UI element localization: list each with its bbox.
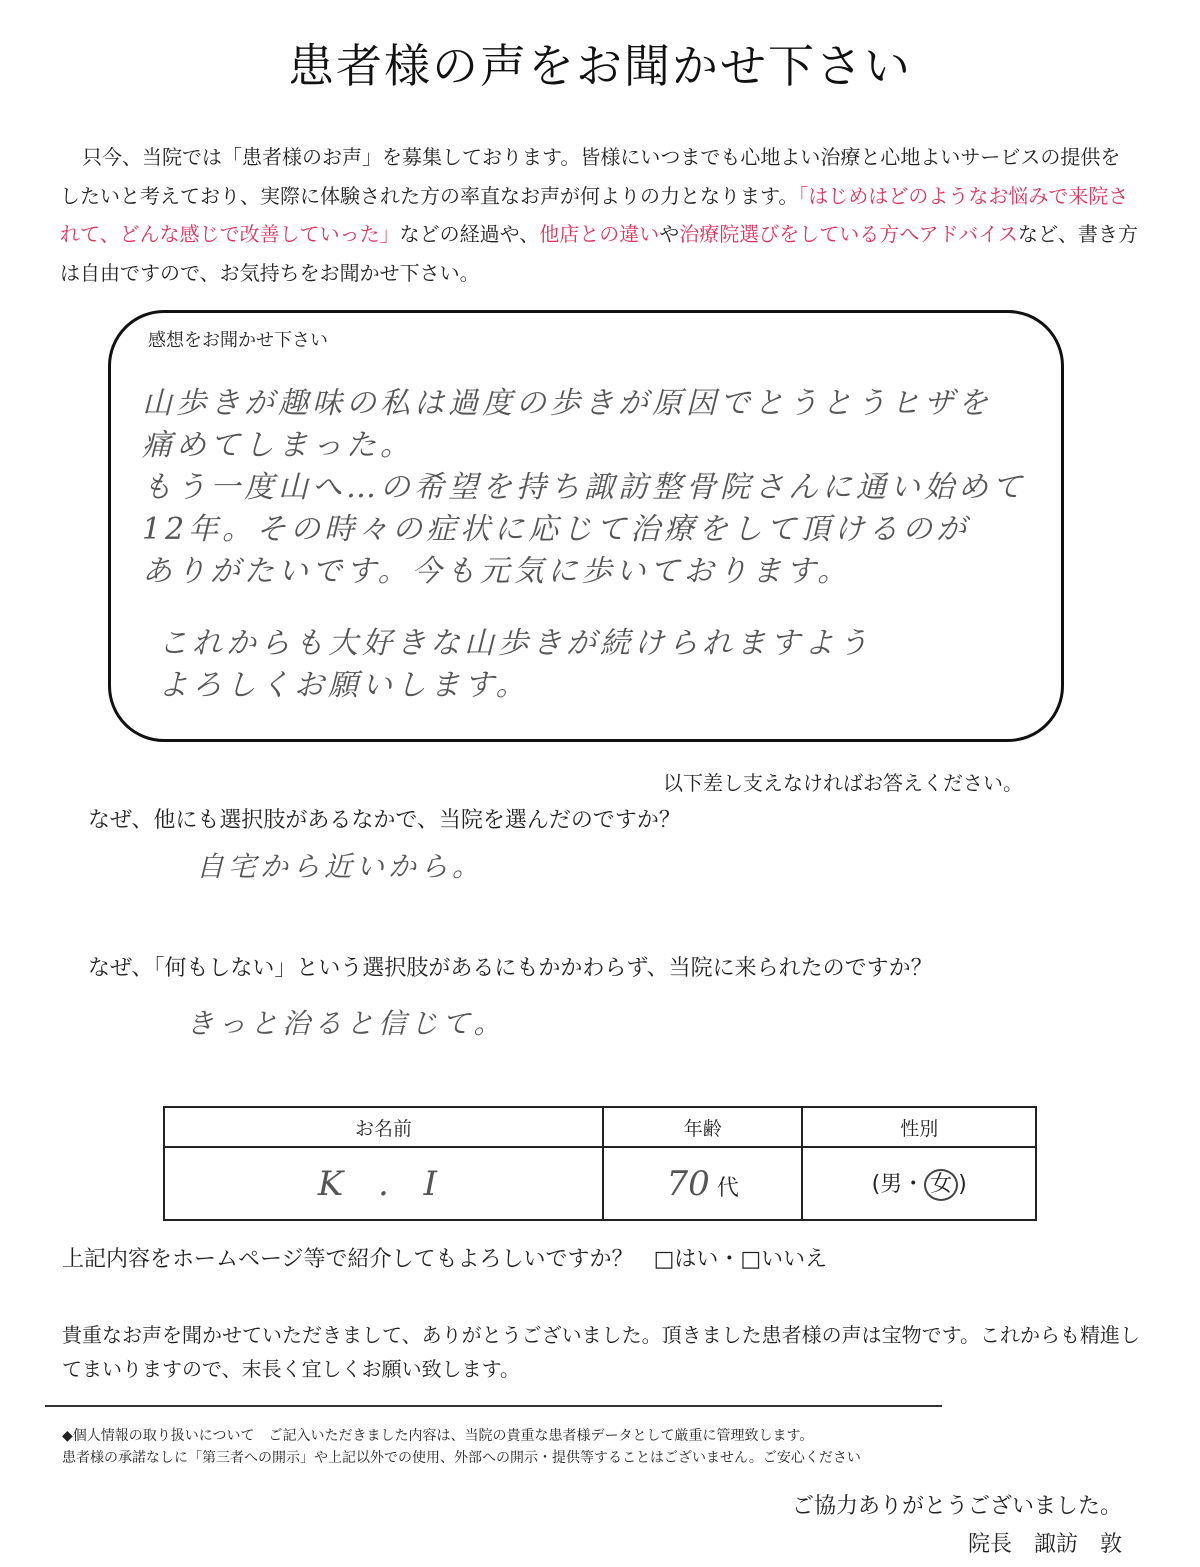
name-cell bbox=[164, 1147, 603, 1220]
comment-box-label: 感想をお聞かせ下さい bbox=[148, 330, 328, 351]
privacy-line-1: ◆個人情報の取り扱いについて ご記入いただきました内容は、当院の貴重な患者様データとして厳重に管理致します。 bbox=[62, 1428, 814, 1444]
name-header: お名前 bbox=[164, 1107, 603, 1147]
consent-separator: ・ bbox=[718, 1247, 741, 1272]
comment-line: ありがたいです。今も元気に歩いております。 bbox=[142, 554, 852, 589]
comment-line: 痛めてしまった。 bbox=[142, 428, 414, 463]
consent-yes-checkbox[interactable]: □はい bbox=[653, 1247, 719, 1272]
intro-text-1: 只今、当院では「患者様のお声」を募集しております。皆様にいつまでも心地よい治療と心地よいサービスの提供をしたいと考えており、実際に体験された方の率直なお声が何よりの力となります。 bbox=[60, 145, 1121, 208]
question-1: なぜ、他にも選択肢があるなかで、当院を選んだのですか？ bbox=[88, 808, 681, 833]
comment-line: 12年。その時々の症状に応じて治療をして頂けるのが bbox=[142, 512, 971, 547]
gender-selected: 女 bbox=[924, 1169, 958, 1201]
intro-pink-3: 治療院選びをしている方へアドバイス bbox=[679, 222, 1019, 246]
comment-line: よろしくお願いします。 bbox=[158, 668, 530, 703]
privacy-line-2: 患者様の承諾なしに「第三者への開示」や上記以外での使用、外部への開示・提供等することはございません。ご安心ください bbox=[62, 1450, 861, 1466]
gender-cell bbox=[802, 1147, 1036, 1220]
consent-question: 上記内容をホームページ等で紹介してもよろしいですか？ bbox=[62, 1247, 634, 1272]
answer-2: きっと治ると信じて。 bbox=[186, 1007, 506, 1040]
consent-no-checkbox[interactable]: □いいえ bbox=[740, 1247, 828, 1272]
age-cell bbox=[603, 1147, 803, 1220]
gender-open: (男・ bbox=[871, 1171, 925, 1197]
privacy-notice bbox=[62, 1425, 1062, 1469]
question-2: なぜ、「何もしない」という選択肢があるにもかかわらず、当院に来られたのですか？ bbox=[88, 956, 933, 981]
age-header: 年齢 bbox=[603, 1107, 803, 1147]
page-title: 患者様の声をお聞かせ下さい bbox=[288, 39, 912, 93]
intro-pink-2: 他店との違い bbox=[539, 222, 660, 246]
closing-thanks: ご協力ありがとうございました。 bbox=[791, 1494, 1122, 1519]
info-table bbox=[163, 1106, 1037, 1221]
divider bbox=[45, 1405, 942, 1407]
comment-line: もう一度山へ…の希望を持ち諏訪整骨院さんに通い始めて bbox=[142, 470, 1026, 505]
signature: 院長 諏訪 敦 bbox=[967, 1532, 1122, 1557]
intro-text-4: など、書き方は自由ですので、お気持ちをお聞かせ下さい。 bbox=[60, 222, 1139, 285]
intro-pink-1: 「はじめはどのようなお悩みで来院されて、どんな感じで改善していった」 bbox=[60, 183, 1129, 246]
answer-1: 自宅から近いから。 bbox=[196, 850, 485, 883]
consent-row bbox=[62, 1242, 827, 1273]
gender-header: 性別 bbox=[802, 1107, 1036, 1147]
closing bbox=[700, 1488, 1122, 1564]
comment-line: これからも大好きな山歩きが続けられますよう bbox=[158, 626, 872, 661]
age-suffix: 代 bbox=[716, 1175, 739, 1201]
comment-line: 山歩きが趣味の私は過度の歩きが原因でとうとうヒザを bbox=[142, 386, 992, 421]
intro-paragraph bbox=[60, 138, 1140, 292]
age-value: 70 bbox=[666, 1163, 710, 1204]
intro-text-3: や bbox=[659, 222, 680, 246]
name-value: K . I bbox=[317, 1163, 450, 1204]
optional-note: 以下差し支えなければお答えください。 bbox=[663, 771, 1023, 795]
thanks-paragraph: 貴重なお声を聞かせていただきまして、ありがとうございました。頂きました患者様の声は宝物です。これからも精進してまいりますので、末長く宜しくお願い致します。 bbox=[62, 1323, 1140, 1381]
intro-text-2: などの経過や、 bbox=[399, 222, 540, 246]
gender-close: ) bbox=[958, 1171, 967, 1197]
